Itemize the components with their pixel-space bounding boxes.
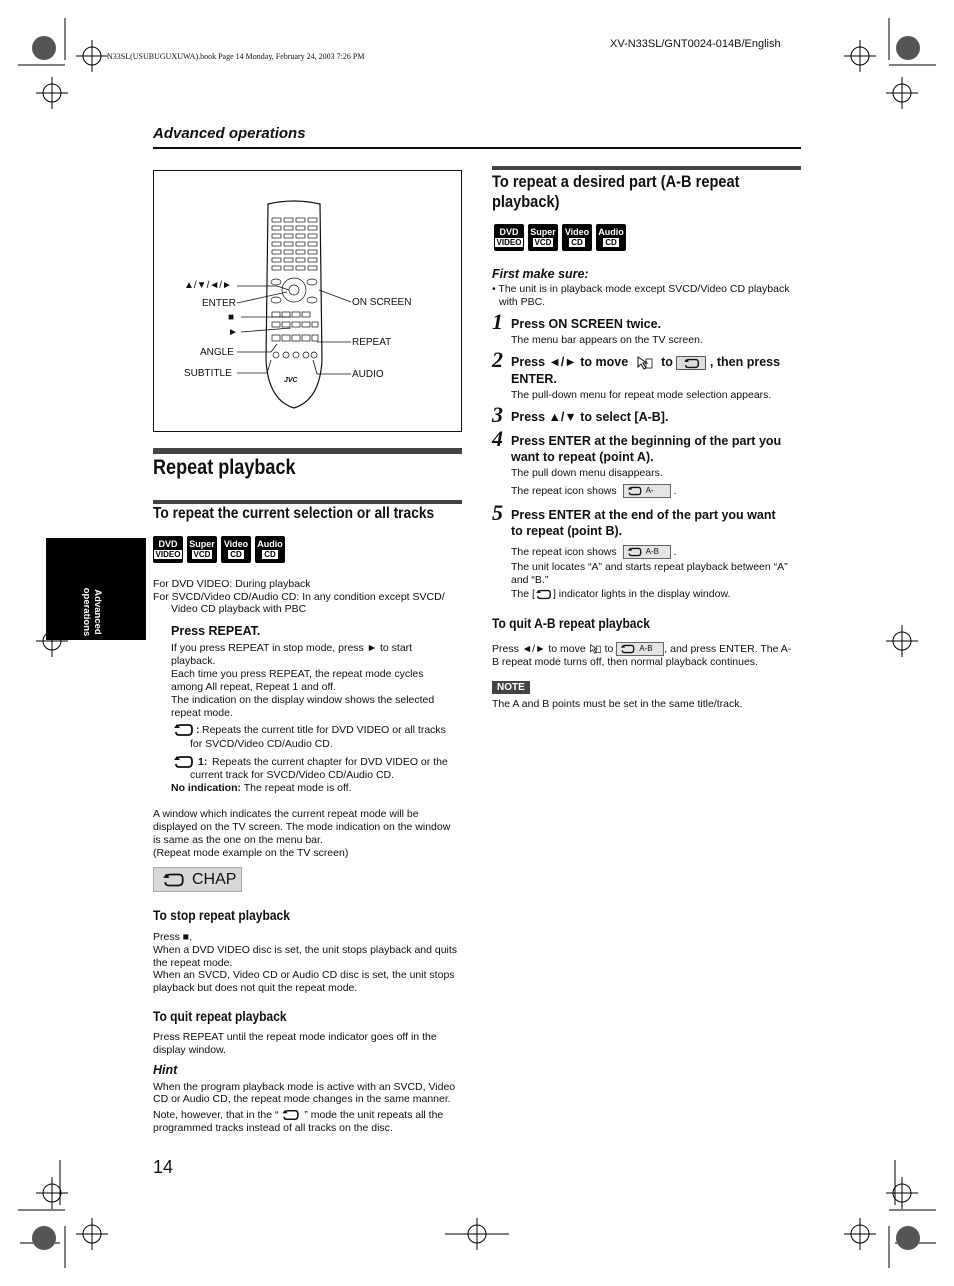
step-1-text: Press ON SCREEN twice. (511, 317, 662, 331)
step-5-note-4 (511, 588, 730, 601)
audio-cd-logo: Audio CD (255, 536, 285, 563)
chap-label: CHAP (192, 870, 237, 888)
title-rule (153, 448, 462, 454)
step-3-number: 3 (492, 402, 503, 427)
step-2-d: ENTER. (511, 372, 557, 386)
super-vcd-logo: Super VCD (528, 224, 558, 251)
step-5-note-3: and “B.” (511, 574, 549, 586)
repeat-para-1: If you press REPEAT in stop mode, press ► to start (171, 642, 413, 654)
no-indication-text: The repeat mode is off. (243, 782, 352, 794)
quit-para-2: display window. (153, 1044, 226, 1056)
file-info: N33SL(USUBUGUXUWA).book Page 14 Monday, February 24, 2003 7:26 PM (107, 52, 365, 61)
hint-para-4: programmed tracks instead of all tracks on the disc. (153, 1122, 393, 1134)
step-1-number: 1 (492, 309, 503, 334)
condition-dvd: For DVD VIDEO: During playback (153, 578, 311, 590)
note-text: The A and B points must be set in the same title/track. (492, 698, 743, 710)
pointer-icon (589, 643, 602, 655)
step-4-text-b: want to repeat (point A). (511, 450, 654, 464)
repeat-one-desc-b: current track for SVCD/Video CD/Audio CD. (190, 769, 395, 781)
disc-logos-left (153, 536, 285, 563)
first-make-sure-1: • The unit is in playback mode except SVCD/Video CD playback (492, 283, 790, 295)
repeat-one-desc-a: Repeats the current chapter for DVD VIDEO or the (212, 756, 448, 768)
step-5-text-b: to repeat (point B). (511, 524, 623, 538)
repeat-a-text: A- (645, 486, 654, 495)
stop-para-2: When a DVD VIDEO disc is set, the unit stops playback and quits (153, 944, 458, 956)
window-para-3: is same as the one on the menu bar. (153, 834, 323, 846)
remote-label-onscreen: ON SCREEN (352, 297, 412, 308)
hint-label: Hint (153, 1063, 178, 1077)
step-4-number: 4 (492, 426, 503, 451)
step-5-number: 5 (492, 500, 503, 525)
remote-label-audio: AUDIO (352, 369, 384, 380)
hint-para-3 (153, 1109, 443, 1122)
step-4-text-a: Press ENTER at the beginning of the part you (511, 434, 782, 448)
model-code: XV-N33SL/GNT0024-014B/English (610, 38, 781, 50)
step-5-note-4a: The [ (511, 588, 535, 600)
step-2-c: , then press (709, 355, 781, 369)
window-para-4: (Repeat mode example on the TV screen) (153, 847, 349, 859)
remote-label-play: ► (228, 327, 238, 338)
step-1-note: The menu bar appears on the TV screen. (511, 334, 703, 346)
side-tab-line1: Advanced (92, 589, 103, 635)
stop-para-4: When an SVCD, Video CD or Audio CD disc is set, the unit stops (153, 969, 455, 981)
side-tab-line2: operations (81, 587, 92, 637)
repeat-icon-inline (281, 1109, 301, 1121)
stop-para-5: playback but does not quit the repeat mode. (153, 982, 358, 994)
subtitle-rule (153, 500, 462, 504)
condition-svcd: For SVCD/Video CD/Audio CD: In any condition except SVCD/ (153, 591, 445, 603)
quit-ab-para-2: B repeat mode turns off, then normal playback continues. (492, 656, 758, 668)
remote-label-enter: ENTER (202, 298, 236, 309)
first-make-sure-2: with PBC. (499, 296, 546, 308)
window-para-1: A window which indicates the current repeat mode will be (153, 808, 419, 820)
window-para-2: displayed on the TV screen. The mode indication on the window (153, 821, 451, 833)
repeat-para-5: The indication on the display window shows the selected (171, 694, 435, 706)
quit-repeat-title: To quit repeat playback (153, 1008, 287, 1024)
note-badge: NOTE (492, 681, 530, 694)
quit-ab-para-1 (492, 642, 791, 656)
video-cd-logo: Video CD (562, 224, 592, 251)
super-vcd-logo: Super VCD (187, 536, 217, 563)
hint-para-3a: Note, however, that in the “ (153, 1109, 279, 1121)
step-5-note-1-text: The repeat icon shows (511, 545, 617, 558)
remote-label-stop: ■ (228, 312, 235, 323)
quit-para-1: Press REPEAT until the repeat mode indicator goes off in the (153, 1031, 437, 1043)
step-2-note: The pull-down menu for repeat mode selection appears. (511, 389, 772, 401)
dvd-video-logo: DVD VIDEO (494, 224, 524, 251)
quit-ab-1b: to (604, 642, 614, 655)
repeat-para-2: playback. (171, 655, 216, 667)
remote-label-angle: ANGLE (200, 347, 234, 358)
remote-label-repeat: REPEAT (352, 337, 392, 348)
video-cd-logo: Video CD (221, 536, 251, 563)
stop-para-1: Press ■. (153, 931, 193, 943)
remote-label-subtitle: SUBTITLE (184, 368, 232, 379)
step-4-note-2-text: The repeat icon shows (511, 484, 617, 497)
subtitle: To repeat the current selection or all tracks (153, 505, 435, 522)
repeat-all-desc-a: Repeats the current title for DVD VIDEO or all tracks (202, 724, 446, 736)
step-2-number: 2 (492, 347, 503, 372)
hint-para-3b: ” mode the unit repeats all the (304, 1109, 444, 1121)
repeat-para-4: among All repeat, Repeat 1 and off. (171, 681, 337, 693)
stop-para-3: the repeat mode. (153, 957, 233, 969)
step-4-note-2: The repeat icon shows A- . (511, 484, 677, 497)
repeat-all-desc-b: for SVCD/Video CD/Audio CD. (190, 738, 333, 750)
step-2-a: Press ◄/► to move (511, 355, 629, 369)
remote-brand: JVC (284, 377, 298, 384)
repeat-ab-text: A-B (639, 644, 653, 653)
page-number: 14 (153, 1157, 174, 1177)
repeat-icon-box (676, 356, 706, 370)
no-indication-label: No indication: (171, 782, 241, 794)
step-3-text: Press ▲/▼ to select [A-B]. (511, 410, 669, 424)
repeat-ab-indicator (616, 642, 664, 656)
ab-title-line2: playback) (492, 192, 560, 211)
chap-example-box (153, 867, 242, 892)
remote-label-cursor: ▲/▼/◄/► (184, 280, 232, 291)
repeat-all-sep: : (196, 724, 200, 736)
repeat-one-num: 1: (198, 756, 208, 768)
repeat-one-icon (173, 755, 195, 769)
press-repeat: Press REPEAT. (171, 624, 261, 638)
page-title: Repeat playback (153, 456, 296, 479)
quit-ab-1a: Press ◄/► to move (492, 642, 586, 655)
repeat-para-3: Each time you press REPEAT, the repeat mode cycles (171, 668, 424, 680)
step-5-note-1: The repeat icon shows A-B . (511, 545, 677, 558)
step-2-b: to (661, 355, 673, 369)
quit-ab-1c: , and press ENTER. The A- (664, 642, 792, 655)
condition-svcd-2: Video CD playback with PBC (171, 603, 307, 615)
repeat-all-icon (173, 723, 195, 737)
pointer-icon (636, 355, 654, 371)
stop-repeat-title: To stop repeat playback (153, 907, 290, 923)
header-rule (153, 147, 801, 149)
disc-logos-right (494, 224, 626, 251)
step-5-text-a: Press ENTER at the end of the part you want (511, 508, 776, 522)
audio-cd-logo: Audio CD (596, 224, 626, 251)
step-2-text (511, 354, 780, 371)
step-5-note-4b: ] indicator lights in the display window. (552, 588, 731, 600)
remote-leader-lines (237, 280, 357, 380)
repeat-ab-indicator (623, 545, 671, 559)
ab-title-line1: To repeat a desired part (A-B repeat (492, 172, 740, 191)
repeat-a-indicator (623, 484, 671, 498)
hint-para-2: CD or Audio CD, the repeat mode changes in the same manner. (153, 1093, 451, 1105)
repeat-ab-text: A-B (645, 547, 659, 556)
quit-ab-title: To quit A-B repeat playback (492, 615, 650, 631)
repeat-para-6: repeat mode. (171, 707, 233, 719)
repeat-icon-inline (535, 589, 553, 600)
hint-para-1: When the program playback mode is active with an SVCD, Video (153, 1081, 456, 1093)
repeat-icon (162, 872, 186, 888)
dvd-video-logo: DVD VIDEO (153, 536, 183, 563)
no-indication (171, 782, 352, 795)
step-5-note-2: The unit locates “A” and starts repeat playback between “A” (511, 561, 788, 573)
side-tab-text (81, 572, 103, 652)
section-title: Advanced operations (153, 125, 306, 142)
first-make-sure: First make sure: (492, 267, 589, 281)
step-4-note-1: The pull down menu disappears. (511, 467, 663, 479)
ab-title-rule (492, 166, 801, 170)
